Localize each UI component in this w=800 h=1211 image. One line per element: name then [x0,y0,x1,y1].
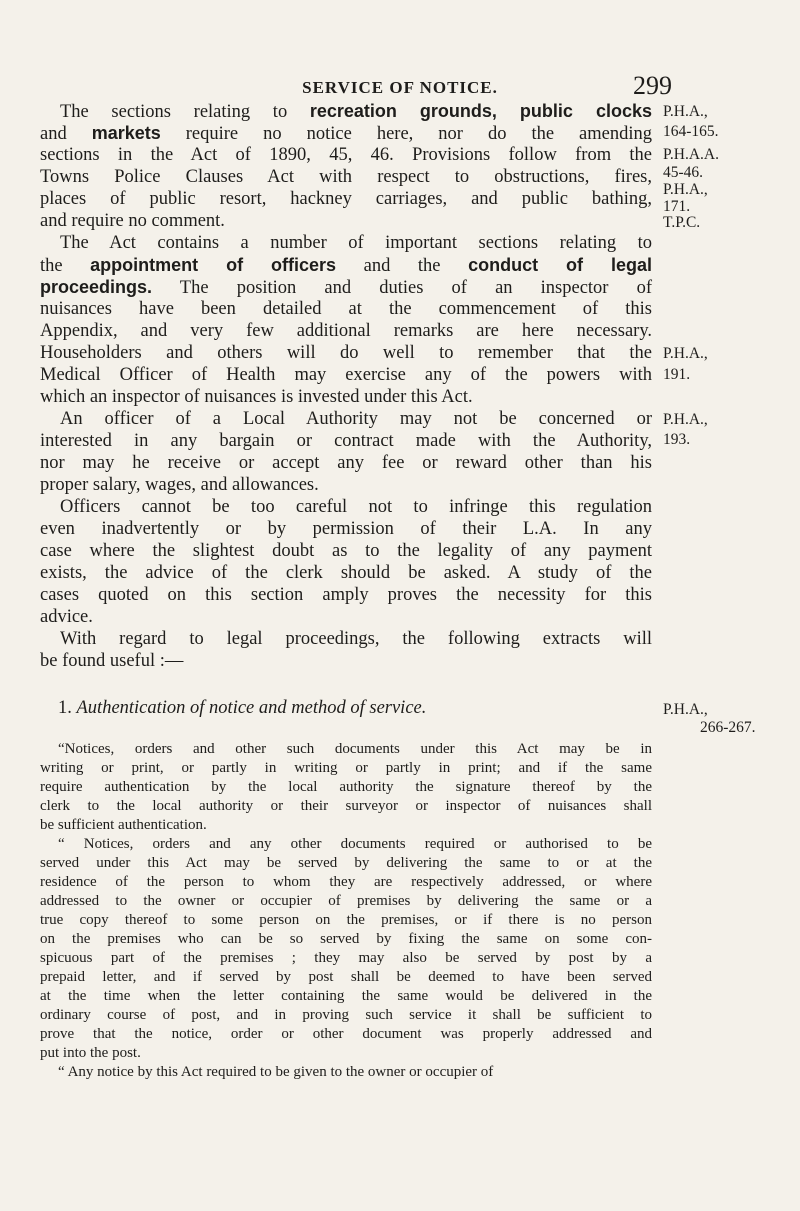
body-line: proceedings. The position and duties of an inspector of [40,277,652,298]
margin-note: P.H.A., [663,181,708,198]
body-line: exists, the advice of the clerk should be asked. A study of the [40,563,652,583]
extract-line: served under this Act may be served by delivering the same to or at the [40,855,652,871]
body-line: places of public resort, hackney carriages, and public bathing, [40,189,652,209]
extract-line: on the premises who can be so served by fixing the same on some con- [40,931,652,947]
section-title: Authentication of notice and method of service. [76,698,427,718]
topic-conduct-of-legal: conduct of legal [468,255,652,275]
extract-line: ordinary course of post, and in proving such service it shall be sufficient to [40,1007,652,1023]
topic-recreation-grounds: recreation grounds, public clocks [309,101,652,121]
section-number: 1. [58,698,72,718]
body-line: and markets require no notice here, nor do the amending [40,123,652,144]
body-line: With regard to legal proceedings, the following extracts will [60,629,652,649]
body-line: even inadvertently or by permission of their L.A. In any [40,519,652,539]
margin-note: P.H.A., [663,103,708,120]
margin-note: 193. [663,431,691,448]
margin-note: P.H.A.A. [663,146,719,163]
margin-note: T.P.C. [663,214,701,231]
body-line: case where the slightest doubt as to the legality of any payment [40,541,652,561]
topic-appointment-of-officers: appointment of officers [90,255,337,275]
body-line: An officer of a Local Authority may not be concerned or [60,409,652,429]
margin-note: 266-267. [700,719,756,736]
body-line: proper salary, wages, and allowances. [40,475,319,495]
margin-note: P.H.A., [663,345,708,362]
body-line: nuisances have been detailed at the commencement of this [40,299,652,319]
extract-line: “Notices, orders and other such documents under this Act may be in [58,741,652,757]
body-line: nor may he receive or accept any fee or reward other than his [40,453,652,473]
body-line: cases quoted on this section amply proves the necessity for this [40,585,652,605]
body-line: Officers cannot be too careful not to infringe this regulation [60,497,652,517]
body-line: Towns Police Clauses Act with respect to obstructions, fires, [40,167,652,187]
extract-line: be sufficient authentication. [40,817,207,833]
extract-line: residence of the person to whom they are respectively addressed, or where [40,874,652,890]
margin-note: 45-46. [663,164,704,181]
page-number: 299 [633,71,672,100]
margin-note: 164-165. [663,123,719,140]
margin-note: P.H.A., [663,411,708,428]
body-line: be found useful :— [40,651,184,671]
extract-line: put into the post. [40,1045,141,1061]
extract-line: clerk to the local authority or their surveyor or inspector of nuisances shall [40,798,652,814]
margin-note: 191. [663,366,691,383]
extract-line: “ Any notice by this Act required to be given to the owner or occupier of [58,1064,494,1080]
body-line: Medical Officer of Health may exercise any of the powers with [40,365,652,385]
margin-note: 171. [663,198,691,215]
extract-line: require authentication by the local authority the signature thereof by the [40,779,652,795]
margin-note: P.H.A., [663,701,708,718]
body-line: Householders and others will do well to remember that the [40,343,652,363]
extract-line: prove that the notice, order or other document was properly addressed and [40,1026,652,1042]
body-line: advice. [40,607,93,627]
extract-line: at the time when the letter containing the same would be delivered in the [40,988,652,1004]
extract-line: “ Notices, orders and any other documents required or authorised to be [58,836,652,852]
topic-markets: markets [91,123,161,143]
body-line: the appointment of officers and the conduct of legal [40,255,652,276]
extract-line: true copy thereof to some person on the premises, or if there is no person [40,912,652,928]
extract-line: addressed to the owner or occupier of premises by delivering the same or a [40,893,652,909]
body-line: The Act contains a number of important sections relating to [60,233,652,253]
body-line: sections in the Act of 1890, 45, 46. Provisions follow from the [40,145,652,165]
extract-line: writing or print, or partly in writing or partly in print; and if the same [40,760,652,776]
body-line: Appendix, and very few additional remarks are here necessary. [40,321,652,341]
extract-line: prepaid letter, and if served by post shall be deemed to have been served [40,969,652,985]
section-heading [58,698,658,719]
topic-proceedings: proceedings. [40,277,153,297]
body-line: The sections relating to recreation grounds, public clocks [60,101,652,122]
extract-line: spicuous part of the premises ; they may also be served by post by a [40,950,652,966]
body-line: which an inspector of nuisances is invested under this Act. [40,387,473,407]
body-line: and require no comment. [40,211,225,231]
body-line: interested in any bargain or contract made with the Authority, [40,431,652,451]
running-header: SERVICE OF NOTICE. [302,78,498,97]
